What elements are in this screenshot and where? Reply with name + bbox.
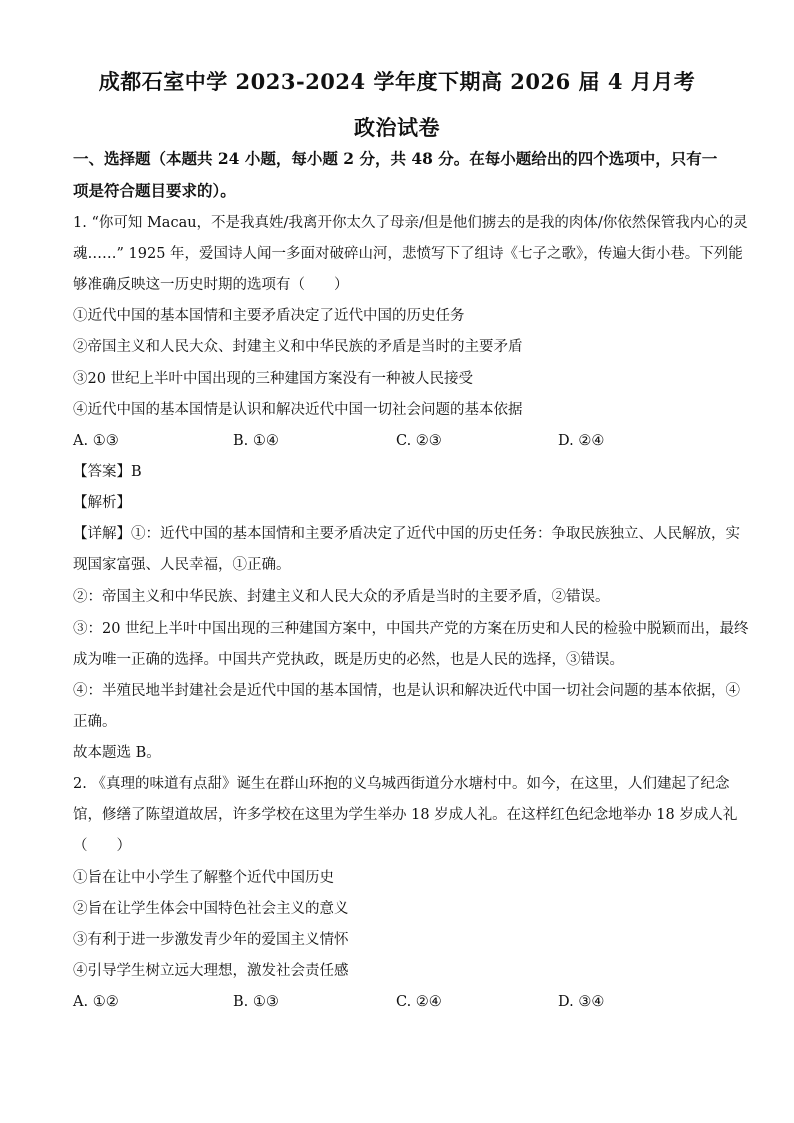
- section-instruction-line-1: 一、选择题（本题共 24 小题，每小题 2 分，共 48 分。在每小题给出的四个选项中，只有一: [73, 149, 718, 168]
- q1-detail-line-3: ②：帝国主义和中华民族、封建主义和人民大众的矛盾是当时的主要矛盾，②错误。: [73, 589, 610, 605]
- q1-detail-line-7: 正确。: [73, 714, 117, 730]
- q1-analysis-label: 【解析】: [73, 495, 131, 511]
- section-instruction-line-2: 项是符合题目要求的）。: [73, 181, 236, 200]
- q2-stem-line-3: （ ）: [73, 838, 131, 854]
- q1-option-c: C. ②③: [396, 433, 442, 449]
- q1-stem-line-3: 够准确反映这一历史时期的选项有（ ）: [73, 277, 349, 293]
- q1-option-d: D. ②④: [558, 433, 605, 449]
- q1-detail-line-8: 故本题选 B。: [73, 745, 161, 761]
- q1-detail-line-6: ④：半殖民地半封建社会是近代中国的基本国情，也是认识和解决近代中国一切社会问题的基本依据，④: [73, 683, 740, 699]
- q1-stem-line-2: 魂……” 1925 年，爱国诗人闻一多面对破碎山河，悲愤写下了组诗《七子之歌》，传遍大街小巷。下列能: [73, 246, 743, 262]
- q2-stem-line-1: 2. 《真理的味道有点甜》诞生在群山环抱的义乌城西街道分水塘村中。如今，在这里，人们建起了纪念: [73, 776, 730, 792]
- q1-detail-line-2: 现国家富强、人民幸福，①正确。: [73, 557, 291, 573]
- q1-option-b: B. ①④: [233, 433, 279, 449]
- q1-statement-2: ②帝国主义和人民大众、封建主义和中华民族的矛盾是当时的主要矛盾: [73, 339, 523, 355]
- q2-option-d: D. ③④: [558, 994, 605, 1010]
- q2-option-c: C. ②④: [396, 994, 442, 1010]
- answer-value: B: [131, 464, 142, 480]
- q1-statement-1: ①近代中国的基本国情和主要矛盾决定了近代中国的历史任务: [73, 308, 465, 324]
- q2-statement-4: ④引导学生树立远大理想，激发社会责任感: [73, 963, 349, 979]
- q1-detail-line-4: ③：20 世纪上半叶中国出现的三种建国方案中，中国共产党的方案在历史和人民的检验中脱颖而出，最终: [73, 621, 749, 637]
- q2-option-a: A. ①②: [73, 994, 119, 1010]
- answer-label: 【答案】: [73, 464, 131, 480]
- q1-detail-line-5: 成为唯一正确的选择。中国共产党执政，既是历史的必然，也是人民的选择，③错误。: [73, 652, 624, 668]
- exam-title: 成都石室中学 2023-2024 学年度下期高 2026 届 4 月月考: [98, 69, 696, 94]
- q2-statement-1: ①旨在让中小学生了解整个近代中国历史: [73, 870, 334, 886]
- q1-statement-4: ④近代中国的基本国情是认识和解决近代中国一切社会问题的基本依据: [73, 402, 523, 418]
- q1-answer: [73, 462, 728, 482]
- q2-option-b: B. ①③: [233, 994, 279, 1010]
- q1-statement-3: ③20 世纪上半叶中国出现的三种建国方案没有一种被人民接受: [73, 371, 474, 387]
- q1-stem-line-1: 1. “你可知 Macau，不是我真姓/我离开你太久了母亲/但是他们掳去的是我的肉体/你依然保管我内心的灵: [73, 215, 748, 231]
- q1-option-a: A. ①③: [73, 433, 119, 449]
- q1-detail-line-1: 【详解】①：近代中国的基本国情和主要矛盾决定了近代中国的历史任务：争取民族独立、人民解放，实: [73, 526, 740, 542]
- exam-subtitle: 政治试卷: [354, 115, 440, 140]
- q2-statement-2: ②旨在让学生体会中国特色社会主义的意义: [73, 901, 349, 917]
- q2-statement-3: ③有利于进一步激发青少年的爱国主义情怀: [73, 932, 349, 948]
- q2-stem-line-2: 馆，修缮了陈望道故居，许多学校在这里为学生举办 18 岁成人礼。在这样红色纪念地举办 18 岁成人礼: [73, 807, 738, 823]
